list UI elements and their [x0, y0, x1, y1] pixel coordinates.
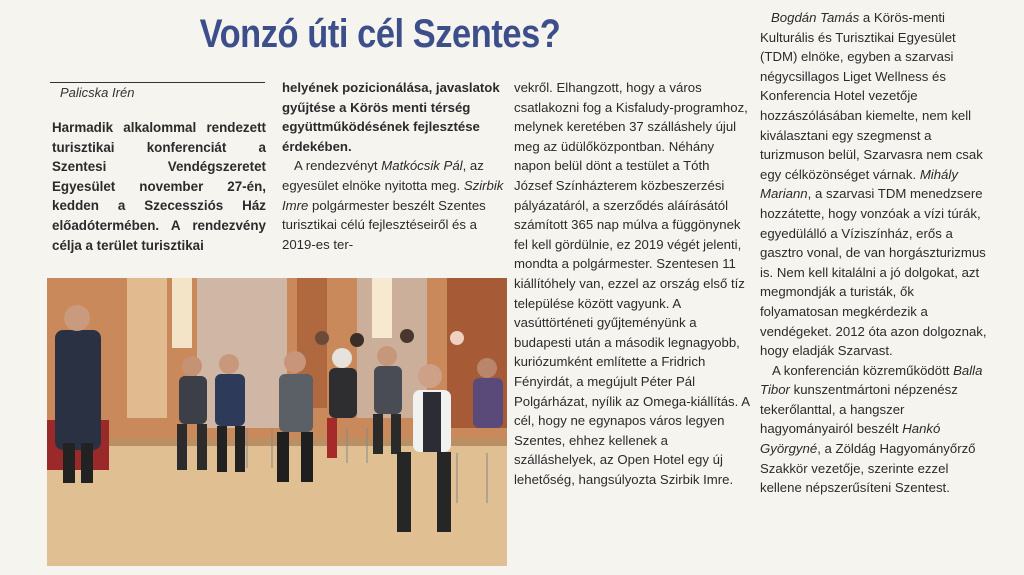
paragraph: A konferencián közreműködött Balla Tibor kunszentmártoni népzenész tekerőlanttal, a hangszer hagyományairól beszélt Hankó Györgyné, a Zöldág Hagyományőrző Szakkör vezetője, szerinte ezzel kellene népszerűsíteni Szentest.	[760, 362, 983, 496]
byline-rule	[50, 82, 265, 83]
conference-photo	[47, 278, 507, 566]
conference-photo-illustration	[47, 278, 507, 566]
person-name: Hankó Györgyné	[760, 421, 941, 457]
paragraph: Bogdán Tamás a Körös-menti Kulturális és Turisztikai Egyesület (TDM) elnöke, egyben a szarvasi négycsillagos Liget Wellness és Konferencia Hotel vezetője hozzászólásában kiemelte, nem kell kiválasztani egy szegmenst a turizmuson belül, Szarvasra nem csak egy célközönséget várnak. Mihály Mariann, a szarvasi TDM menedzsere hozzátette, hogy vonzóak a vízi túrák, egyedülálló a Víziszínház, erős a gasztro vonal, de van horgászturizmus is. Nem kell kitalálni a jó dolgokat, azt megmondják a turisták, ők folyamatosan megkérdezik a vendégeket. 2012 óta azon dolgoznak, hogy eladják Szarvast.	[760, 10, 987, 359]
paragraph: A rendezvényt Matkócsik Pál, az egyesület elnöke nyitotta meg. Szirbik Imre polgármester beszélt Szentes turisztikai célú fejlesztéseiről és a 2019-es ter-	[282, 158, 504, 252]
lead-paragraph: Harmadik alkalommal rendezett turisztikai konferenciát a Szentesi Vendégszeretet Egyesület november 27-én, kedden a Szecessziós Ház előadótermében. A rendezvény célja a terület turisztikai	[52, 120, 266, 253]
person-name: Balla Tibor	[760, 362, 983, 398]
person-name: Szirbik Imre	[282, 177, 504, 213]
column-2	[282, 78, 504, 254]
lead-continuation: helyének pozicionálása, javaslatok gyűjtése a Körös menti térség együttműködésének fejlesztése érdekében.	[282, 80, 500, 154]
person-name: Bogdán Tamás	[771, 10, 860, 25]
column-4	[760, 8, 992, 498]
author-byline: Palicska Irén	[60, 85, 135, 100]
person-name: Mihály Mariann	[760, 166, 958, 202]
column-3: vekről. Elhangzott, hogy a város csatlakozni fog a Kisfaludy-programhoz, melynek keretében 37 szálláshely újul meg az üdülőközpontban. Néhány napon belül dönt a testület a Tóth József Színházterem közbeszerzési pályázatáról, a szerződés aláírásától számított 365 nap múlva a függönynek fel kell gördülnie, ez 2019 végét jelenti, mondta a polgármester. Szentesen 11 kiállítóhely van, ezzel az ország első tíz települése között vagyunk. A vasúttörténeti gyűjteményünk a budapesti után a második legnagyobb, kuriózumként említette a Fridrich Fényirdát, a megújult Péter Pál Polgárházat, nyílik az Omega-kiállítás. A cél, hogy ne egynapos város legyen Szentes, ehhez kellenek a szálláshelyek, az Open Hotel egy új lehetőség, hangsúlyozta Szirbik Imre.	[514, 80, 750, 487]
person-name: Matkócsik Pál	[381, 158, 463, 174]
article-title: Vonzó úti cél Szentes?	[199, 12, 561, 56]
